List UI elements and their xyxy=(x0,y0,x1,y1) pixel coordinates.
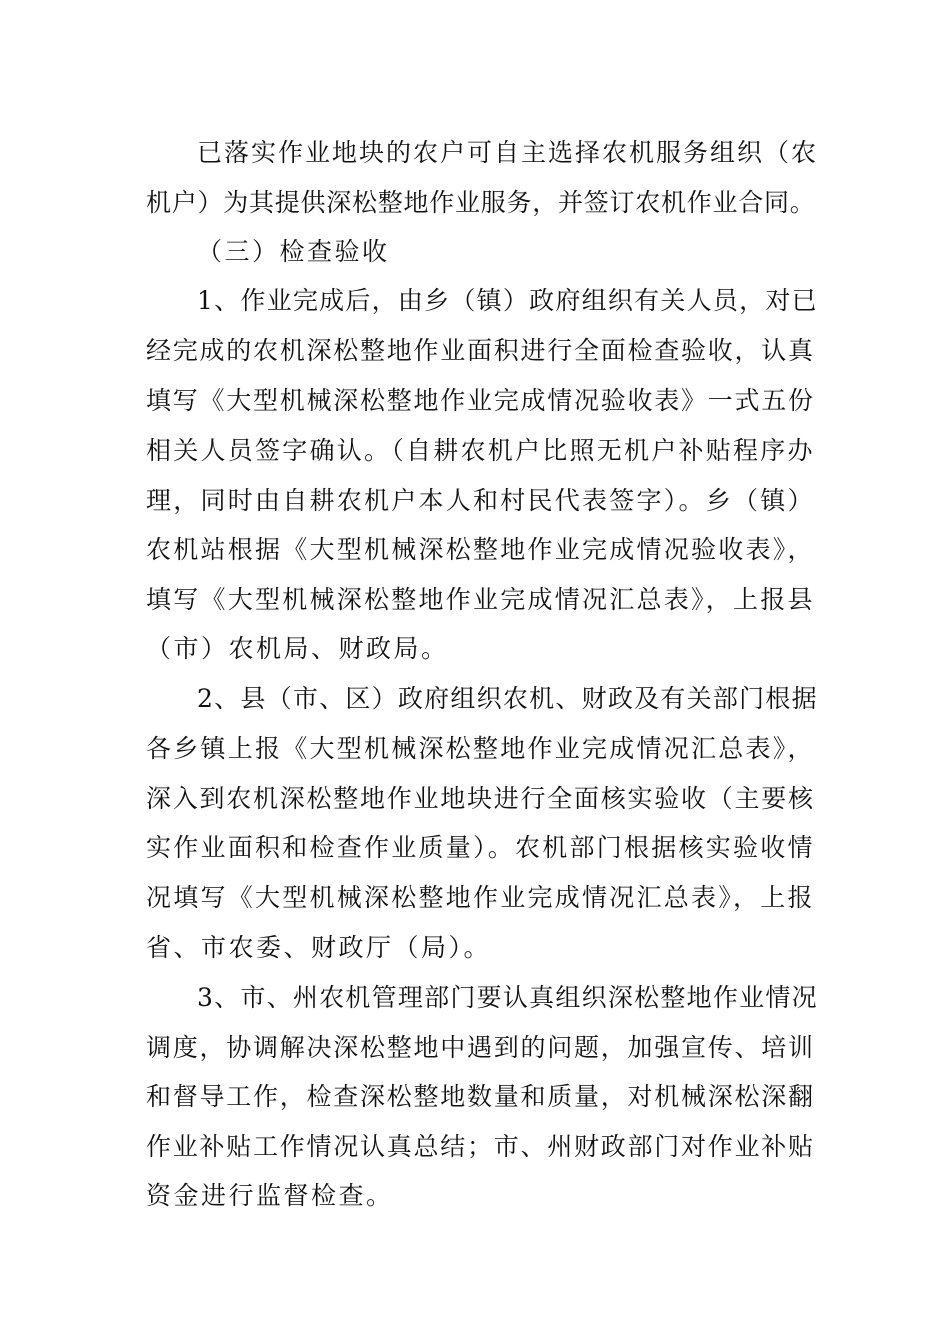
paragraph-line: 经完成的农机深松整地作业面积进行全面检查验收，认真 xyxy=(146,336,815,365)
paragraph-line: 理，同时由自耕农机户本人和村民代表签字）。乡（镇） xyxy=(146,486,815,515)
section-heading: （三）检查验收 xyxy=(197,237,390,266)
paragraph-line: 深入到农机深松整地作业地块进行全面核实验收（主要核 xyxy=(146,784,815,813)
paragraph-line: 作业补贴工作情况认真总结；市、州财政部门对作业补贴 xyxy=(146,1132,815,1161)
paragraph-line: 填写《大型机械深松整地作业完成情况验收表》一式五份 xyxy=(146,386,815,415)
paragraph-line: （市）农机局、财政局。 xyxy=(146,634,449,663)
paragraph-line: 农机站根据《大型机械深松整地作业完成情况验收表》， xyxy=(146,535,815,564)
paragraph-line: 省、市农委、财政厅（局）。 xyxy=(146,933,492,962)
paragraph-line: 填写《大型机械深松整地作业完成情况汇总表》，上报县 xyxy=(146,585,815,614)
paragraph-line: 资金进行监督检查。 xyxy=(146,1181,394,1210)
paragraph-line: 况填写《大型机械深松整地作业完成情况汇总表》，上报 xyxy=(146,883,815,912)
paragraph-line: 3、市、州农机管理部门要认真组织深松整地作业情况 xyxy=(197,983,818,1012)
paragraph-line: 相关人员签字确认。（自耕农机户比照无机户补贴程序办 xyxy=(146,436,815,465)
paragraph-line: 2、县（市、区）政府组织农机、财政及有关部门根据 xyxy=(197,684,818,713)
paragraph-line: 已落实作业地块的农户可自主选择农机服务组织（农 xyxy=(197,138,819,167)
paragraph-line: 实作业面积和检查作业质量）。农机部门根据核实验收情 xyxy=(146,833,815,862)
paragraph-line: 1、作业完成后，由乡（镇）政府组织有关人员，对已 xyxy=(197,286,818,315)
paragraph-line: 机户）为其提供深松整地作业服务，并签订农机作业合同。 xyxy=(146,188,816,217)
paragraph-line: 调度，协调解决深松整地中遇到的问题，加强宣传、培训 xyxy=(146,1033,815,1062)
paragraph-line: 各乡镇上报《大型机械深松整地作业完成情况汇总表》， xyxy=(146,734,815,763)
paragraph-line: 和督导工作，检查深松整地数量和质量，对机械深松深翻 xyxy=(146,1082,815,1111)
